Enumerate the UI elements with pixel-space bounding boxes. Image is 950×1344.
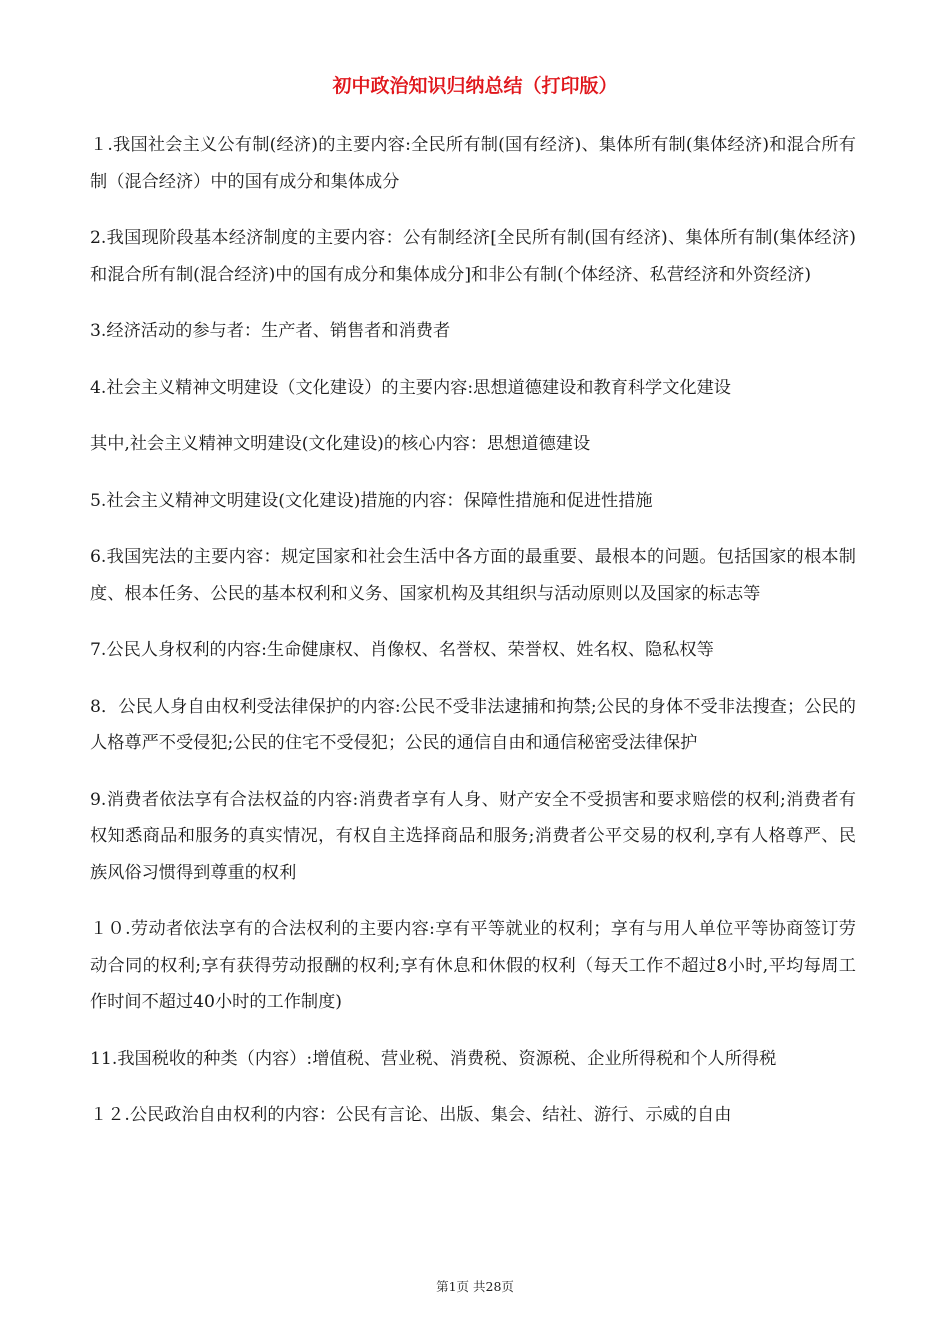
paragraph-11: 11.我国税收的种类（内容）:增值税、营业税、消费税、资源税、企业所得税和个人所得税 — [90, 1048, 777, 1069]
document-title: 初中政治知识归纳总结（打印版） — [332, 75, 618, 97]
paragraph-9: 9.消费者依法享有合法权益的内容:消费者享有人身、财产安全不受损害和要求赔偿的权利;消费者有权知悉商品和服务的真实情况，有权自主选择商品和服务;消费者公平交易的权利,享有人格尊严、民族风俗习惯得到尊重的权利 — [90, 789, 856, 883]
paragraph-12: １２.公民政治自由权利的内容：公民有言论、出版、集会、结社、游行、示威的自由 — [90, 1105, 732, 1125]
paragraph-4-note: 其中,社会主义精神文明建设(文化建设)的核心内容：思想道德建设 — [90, 434, 591, 454]
paragraph-3: 3.经济活动的参与者：生产者、销售者和消费者 — [90, 321, 451, 341]
paragraph-5: 5.社会主义精神文明建设(文化建设)措施的内容：保障性措施和促进性措施 — [90, 490, 653, 511]
paragraph-6: 6.我国宪法的主要内容：规定国家和社会生活中各方面的最重要、最根本的问题。包括国家的根本制度、根本任务、公民的基本权利和义务、国家机构及其组织与活动原则以及国家的标志等 — [90, 547, 856, 604]
paragraph-10: １０.劳动者依法享有的合法权利的主要内容:享有平等就业的权利；享有与用人单位平等协商签订劳动合同的权利;享有获得劳动报酬的权利;享有休息和休假的权利（每天工作不超过8小时,平均每周工作时间不超过40小时的工作制度) — [90, 919, 856, 1012]
document-body — [90, 127, 856, 1154]
paragraph-1: １.我国社会主义公有制(经济)的主要内容:全民所有制(国有经济)、集体所有制(集体经济)和混合所有制（混合经济）中的国有成分和集体成分 — [90, 135, 856, 192]
paragraph-8: 8．公民人身自由权利受法律保护的内容:公民不受非法逮捕和拘禁;公民的身体不受非法搜查；公民的人格尊严不受侵犯;公民的住宅不受侵犯；公民的通信自由和通信秘密受法律保护 — [90, 696, 856, 753]
page-footer: 第1页 共28页 — [436, 1279, 514, 1294]
paragraph-2: 2.我国现阶段基本经济制度的主要内容：公有制经济[全民所有制(国有经济)、集体所有制(集体经济)和混合所有制(混合经济)中的国有成分和集体成分]和非公有制(个体经济、私营经济和外资经济) — [90, 228, 856, 285]
paragraph-7: 7.公民人身权利的内容:生命健康权、肖像权、名誉权、荣誉权、姓名权、隐私权等 — [90, 640, 714, 660]
paragraph-4: 4.社会主义精神文明建设（文化建设）的主要内容:思想道德建设和教育科学文化建设 — [90, 377, 731, 398]
